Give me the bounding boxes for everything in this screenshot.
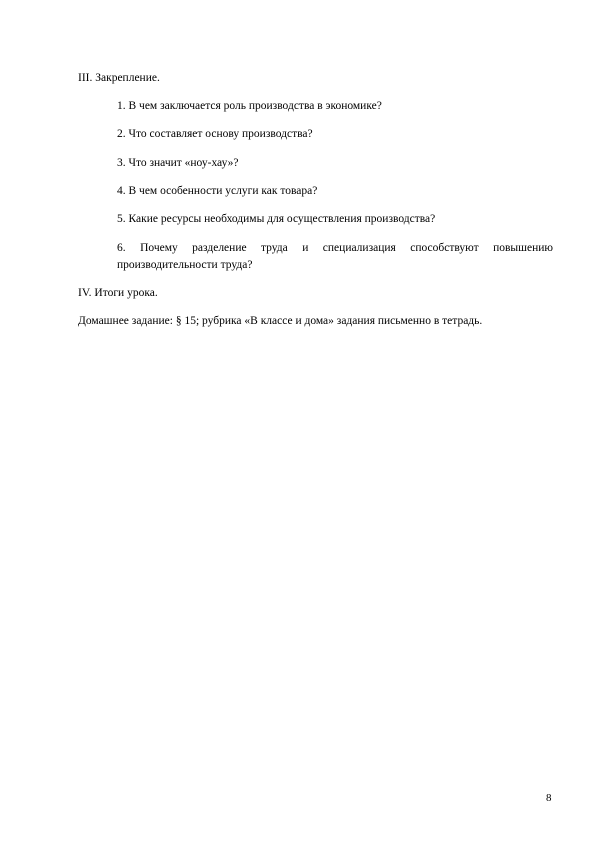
- section-heading-lesson-summary: IV. Итоги урока.: [78, 287, 158, 299]
- question-6-line-1: 6. Почему разделение труда и специализация способствуют повышению: [117, 242, 553, 254]
- question-5: 5. Какие ресурсы необходимы для осуществления производства?: [117, 213, 436, 225]
- question-1: 1. В чем заключается роль производства в экономике?: [117, 100, 382, 112]
- question-6: [117, 240, 553, 274]
- question-4: 4. В чем особенности услуги как товара?: [117, 185, 318, 197]
- question-6-line-2: производительности труда?: [117, 259, 253, 271]
- page-number: 8: [546, 792, 552, 804]
- question-3: 3. Что значит «ноу-хау»?: [117, 157, 239, 169]
- question-2: 2. Что составляет основу производства?: [117, 128, 313, 140]
- section-heading-consolidation: III. Закрепление.: [78, 72, 160, 84]
- homework-text: Домашнее задание: § 15; рубрика «В классе и дома» задания письменно в тетрадь.: [78, 315, 483, 327]
